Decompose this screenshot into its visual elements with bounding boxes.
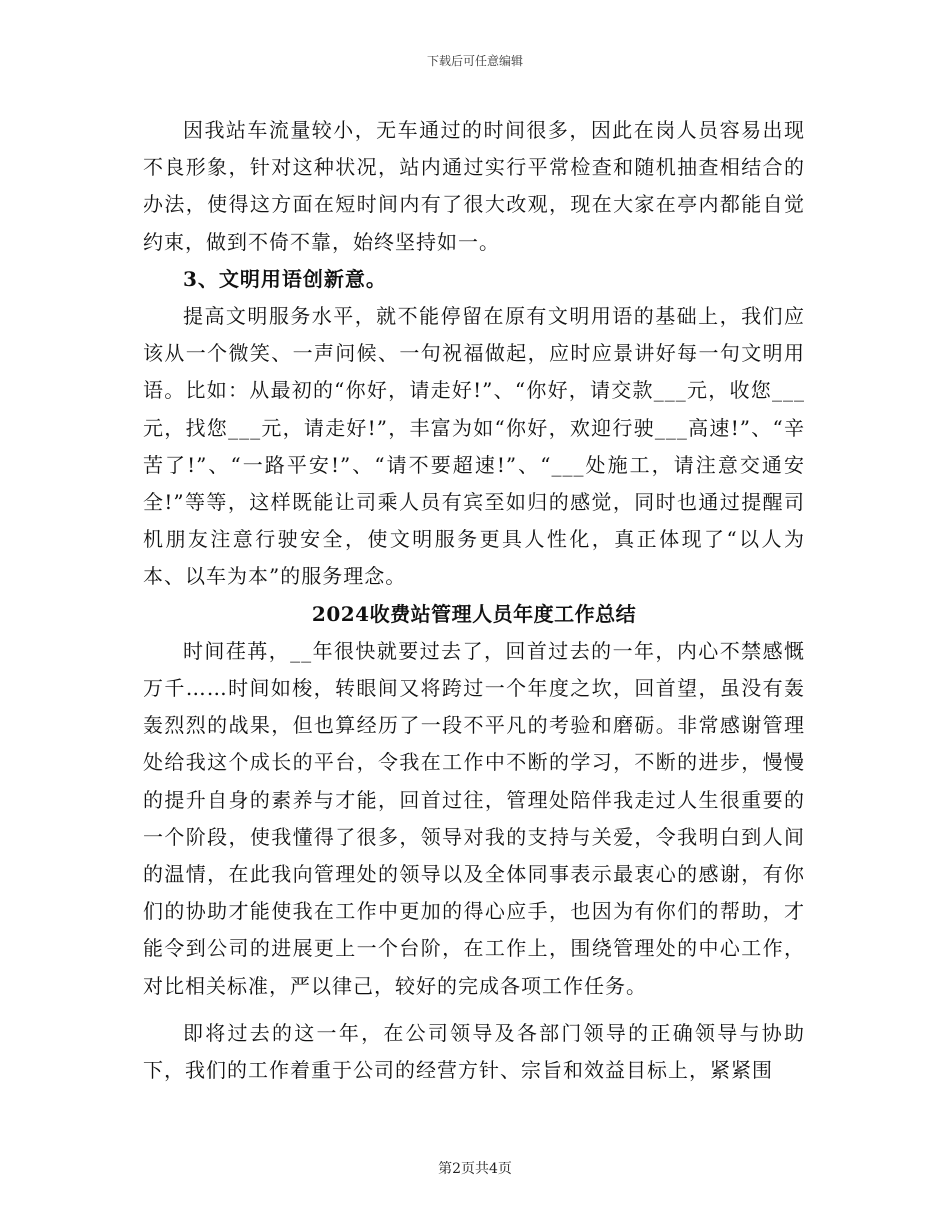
- paragraph-civilized-language: 提高文明服务水平，就不能停留在原有文明用语的基础上，我们应该从一个微笑、一声问候、一句祝福做起，应时应景讲好每一句文明用语。比如：从最初的“你好，请走好!”、“你好，请交款___元，收您___元，找您___元，请走好!”，丰富为如“你好，欢迎行驶___高速!”、“辛苦了!”、“一路平安!”、“请不要超速!”、“___处施工，请注意交通安全!”等等，这样既能让司乘人员有宾至如归的感觉，同时也通过提醒司机朋友注意行驶安全，使文明服务更具人性化，真正体现了“以人为本、以车为本”的服务理念。: [143, 304, 805, 589]
- paragraph-company-goals: 即将过去的这一年，在公司领导及各部门领导的正确领导与协助下，我们的工作着重于公司的经营方针、宗旨和效益目标上，紧紧围: [143, 1020, 805, 1083]
- document-title: 2024收费站管理人员年度工作总结: [311, 601, 637, 626]
- subheading-civilized-language: 3、文明用语创新意。: [183, 266, 387, 291]
- paragraph-annual-review: 时间荏苒，__年很快就要过去了，回首过去的一年，内心不禁感慨万千……时间如梭，转眼间又将跨过一个年度之坎，回首望，虽没有轰轰烈烈的战果，但也算经历了一段不平凡的考验和磨砺。非常感谢管理处给我这个成长的平台，令我在工作中不断的学习，不断的进步，慢慢的提升自身的素养与才能，回首过往，管理处陪伴我走过人生很重要的一个阶段，使我懂得了很多，领导对我的支持与关爱，令我明白到人间的温情，在此我向管理处的领导以及全体同事表示最衷心的感谢，有你们的协助才能使我在工作中更加的得心应手，也因为有你们的帮助，才能令到公司的进展更上一个台阶，在工作上，围绕管理处的中心工作，对比相关标准，严以律己，较好的完成各项工作任务。: [143, 638, 805, 998]
- page-number-footer: 第2页共4页: [438, 1161, 512, 1177]
- paragraph-station-conduct: 因我站车流量较小，无车通过的时间很多，因此在岗人员容易出现不良形象，针对这种状况，站内通过实行平常检查和随机抽查相结合的办法，使得这方面在短时间内有了很大改观，现在大家在亭内都能自觉约束，做到不倚不靠，始终坚持如一。: [143, 118, 805, 254]
- page-header-note: 下载后可任意编辑: [426, 54, 523, 68]
- document-body: [143, 112, 805, 1089]
